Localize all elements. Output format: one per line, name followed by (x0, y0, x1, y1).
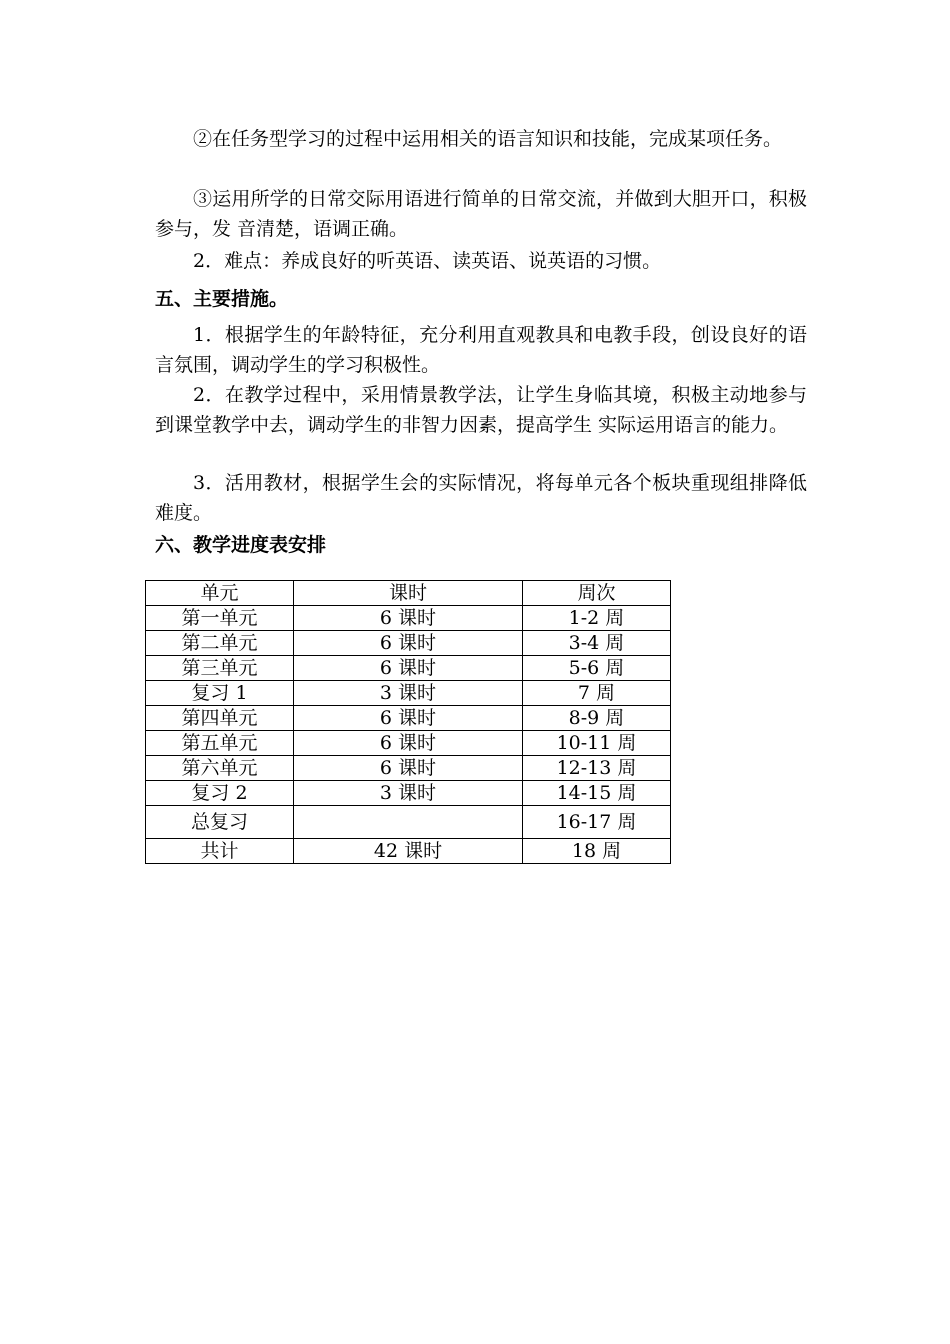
table-row (146, 756, 671, 781)
cell-periods: 6 课时 (294, 706, 523, 731)
cell-periods: 6 课时 (294, 606, 523, 631)
table-row (146, 631, 671, 656)
section-heading-measures: 五、主要措施。 (155, 288, 289, 310)
table-header-row (146, 581, 671, 606)
table-row (146, 656, 671, 681)
cell-weeks: 14-15 周 (523, 781, 671, 806)
cell-weeks: 7 周 (523, 681, 671, 706)
cell-periods: 6 课时 (294, 731, 523, 756)
cell-weeks: 18 周 (523, 839, 671, 864)
cell-unit: 复习 1 (146, 681, 294, 706)
section-heading-schedule: 六、教学进度表安排 (155, 534, 327, 556)
cell-periods: 6 课时 (294, 756, 523, 781)
table-row (146, 806, 671, 839)
paragraph-measure-2: 2．在教学过程中，采用情景教学法，让学生身临其境，积极主动地参与到课堂教学中去，调动学生的非智力因素，提高学生 实际运用语言的能力。 (155, 384, 807, 436)
header-weeks: 周次 (523, 581, 671, 606)
cell-unit: 第一单元 (146, 606, 294, 631)
cell-periods: 6 课时 (294, 631, 523, 656)
table-row (146, 681, 671, 706)
cell-unit: 总复习 (146, 806, 294, 839)
cell-weeks: 10-11 周 (523, 731, 671, 756)
cell-unit: 第三单元 (146, 656, 294, 681)
paragraph-difficulty: 2．难点：养成良好的听英语、读英语、说英语的习惯。 (193, 250, 662, 272)
paragraph-task-learning: ②在任务型学习的过程中运用相关的语言知识和技能，完成某项任务。 (193, 128, 783, 150)
cell-weeks: 12-13 周 (523, 756, 671, 781)
paragraph-daily-communication: ③运用所学的日常交际用语进行简单的日常交流，并做到大胆开口，积极参与，发 音清楚，语调正确。 (155, 188, 807, 240)
cell-periods: 3 课时 (294, 781, 523, 806)
cell-periods: 42 课时 (294, 839, 523, 864)
cell-weeks: 5-6 周 (523, 656, 671, 681)
header-periods: 课时 (294, 581, 523, 606)
paragraph-measure-1: 1．根据学生的年龄特征，充分利用直观教具和电教手段，创设良好的语言氛围，调动学生的学习积极性。 (155, 324, 807, 376)
cell-weeks: 3-4 周 (523, 631, 671, 656)
paragraph-measure-3: 3．活用教材，根据学生会的实际情况，将每单元各个板块重现组排降低难度。 (155, 472, 807, 524)
table-row (146, 781, 671, 806)
cell-unit: 第四单元 (146, 706, 294, 731)
cell-periods (294, 806, 523, 839)
cell-weeks: 16-17 周 (523, 806, 671, 839)
cell-unit: 第二单元 (146, 631, 294, 656)
schedule-table (145, 580, 671, 864)
table-row (146, 731, 671, 756)
cell-unit: 复习 2 (146, 781, 294, 806)
cell-unit: 共计 (146, 839, 294, 864)
cell-weeks: 1-2 周 (523, 606, 671, 631)
table-row (146, 706, 671, 731)
table-row-total (146, 839, 671, 864)
cell-weeks: 8-9 周 (523, 706, 671, 731)
cell-unit: 第六单元 (146, 756, 294, 781)
cell-periods: 3 课时 (294, 681, 523, 706)
cell-unit: 第五单元 (146, 731, 294, 756)
table-row (146, 606, 671, 631)
cell-periods: 6 课时 (294, 656, 523, 681)
header-unit: 单元 (146, 581, 294, 606)
